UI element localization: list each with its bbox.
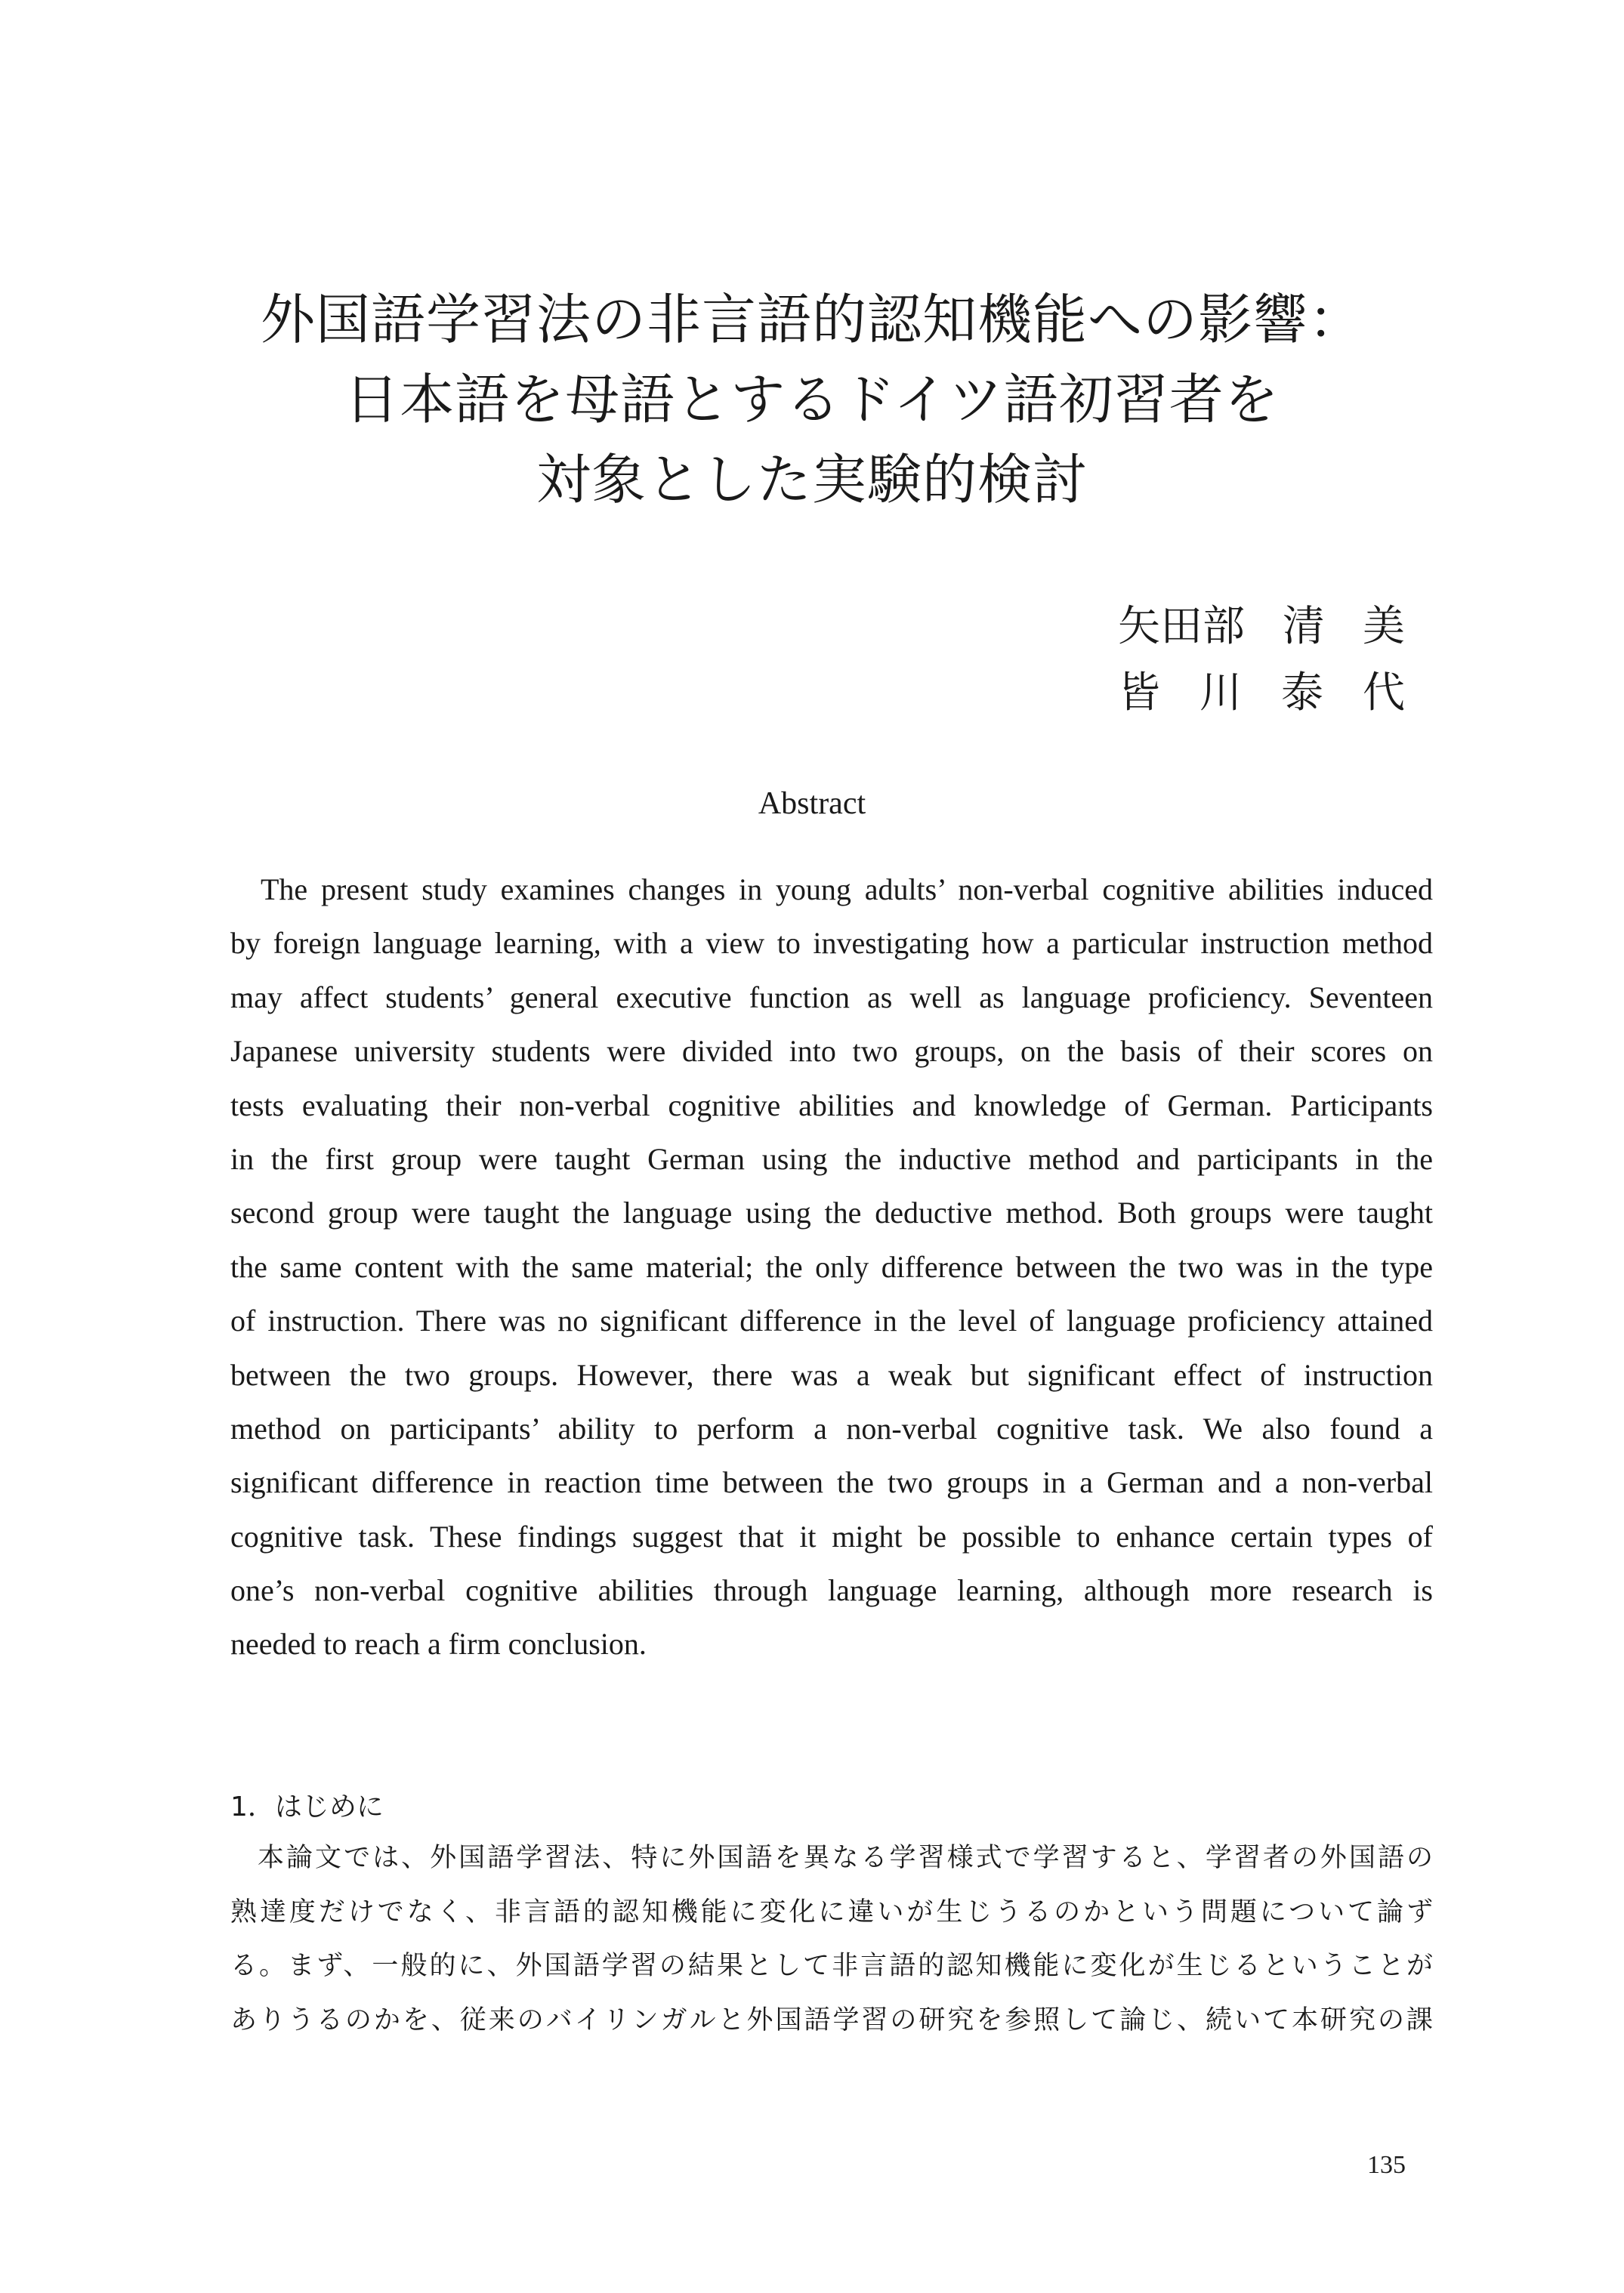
abstract-heading: Abstract — [758, 786, 866, 821]
section-heading: 1．はじめに — [230, 1792, 384, 1822]
text-line: needed to reach a firm conclusion. — [230, 1627, 647, 1662]
text-line: one’s non-verbal cognitive abilities through language learning, although more research is — [230, 1573, 1433, 1608]
text-line: 本論文では、外国語学習法、特に外国語を異なる学習様式で学習すると、学習者の外国語の — [258, 1843, 1433, 1873]
title-line: 対象とした実験的検討 — [536, 448, 1088, 511]
text-line: by foreign language learning, with a view to investigating how a particular instruction method — [230, 926, 1433, 961]
text-line: cognitive task. These findings suggest that it might be possible to enhance certain types of — [230, 1519, 1433, 1554]
text-line: る。まず、一般的に、外国語学習の結果として非言語的認知機能に変化が生じるということが — [230, 1951, 1433, 1982]
title-line: 日本語を母語とするドイツ語初習者を — [344, 368, 1280, 431]
paper-title — [0, 279, 1624, 520]
text-line: may affect students’ general executive function as well as language proficiency. Seventeen — [230, 980, 1433, 1014]
author-surname-2: 川 — [1199, 668, 1242, 718]
author-surname: 矢田部 — [1118, 602, 1245, 651]
author-2 — [1118, 660, 1405, 727]
text-line: the same content with the same material; the only difference between the two was in the type — [230, 1249, 1433, 1284]
text-line: significant difference in reaction time between the two groups in a German and a non-verbal — [230, 1465, 1433, 1500]
text-line: in the first group were taught German using the inductive method and participants in the — [230, 1141, 1433, 1176]
page-number: 135 — [1367, 2151, 1406, 2179]
text-line: tests evaluating their non-verbal cognitive abilities and knowledge of German. Participants — [230, 1088, 1433, 1122]
author-given-1: 清 — [1283, 602, 1325, 651]
text-line: method on participants’ ability to perform a non-verbal cognitive task. We also found a — [230, 1411, 1433, 1446]
text-line: Japanese university students were divided into two groups, on the basis of their scores on — [230, 1034, 1433, 1069]
title-line: 外国語学習法の非言語的認知機能への影響： — [260, 288, 1363, 351]
text-line: between the two groups. However, there was a weak but significant effect of instruction — [230, 1357, 1433, 1392]
text-line: 熟達度だけでなく、非言語的認知機能に変化に違いが生じうるのかという問題について論ず — [230, 1896, 1433, 1927]
text-line: The present study examines changes in young adults’ non-verbal cognitive abilities induced — [261, 872, 1433, 906]
abstract-body — [230, 863, 1433, 1671]
text-line: second group were taught the language using the deductive method. Both groups were taught — [230, 1196, 1433, 1230]
section-body — [230, 1832, 1433, 2048]
author-1 — [1118, 594, 1405, 660]
author-given-1: 泰 — [1281, 668, 1323, 718]
authors — [1118, 594, 1405, 727]
text-line: ありうるのかを、従来のバイリンガルと外国語学習の研究を参照して論じ、続いて本研究の課 — [230, 2004, 1433, 2035]
author-surname-1: 皆 — [1118, 668, 1160, 718]
author-given-2: 代 — [1363, 668, 1405, 718]
author-given-2: 美 — [1363, 602, 1405, 651]
text-line: of instruction. There was no significant difference in the level of language proficiency attained — [230, 1304, 1433, 1338]
